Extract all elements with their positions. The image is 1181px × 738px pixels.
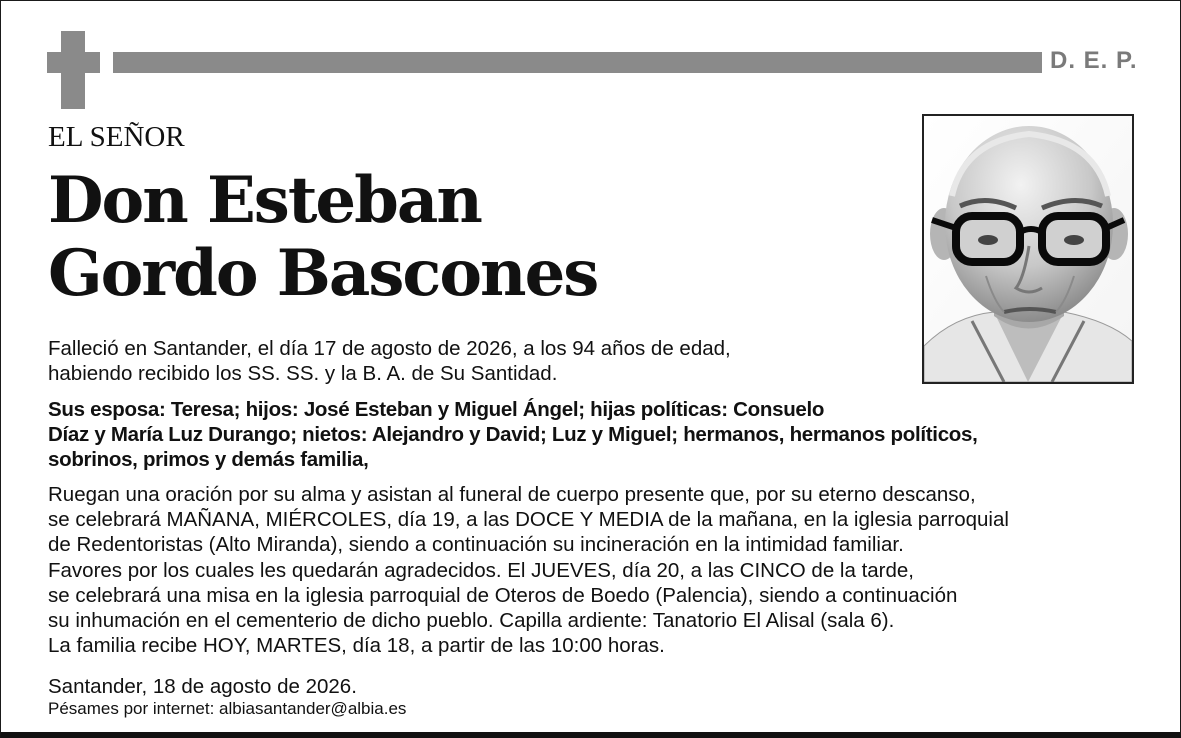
name-line-1: Don Esteban [48, 163, 481, 238]
text-line: habiendo recibido los SS. SS. y la B. A. de Su Santidad. [48, 362, 558, 386]
deceased-name [48, 164, 597, 310]
dep-label: D. E. P. [1050, 47, 1138, 74]
text-line: su inhumación en el cementerio de dicho pueblo. Capilla ardiente: Tanatorio El Alisal (sala 6). [48, 609, 895, 633]
portrait-photo [922, 114, 1134, 384]
text-line: Falleció en Santander, el día 17 de agosto de 2026, a los 94 años de edad, [48, 337, 731, 360]
text-line: Díaz y María Luz Durango; nietos: Alejandro y David; Luz y Miguel; hermanos, hermanos políticos, [48, 423, 978, 447]
portrait-image [924, 116, 1132, 382]
text-line: La familia recibe HOY, MARTES, día 18, a partir de las 10:00 horas. [48, 634, 665, 658]
cross-icon-arm [47, 52, 100, 73]
text-line: se celebrará MAÑANA, MIÉRCOLES, día 19, a las DOCE Y MEDIA de la mañana, en la iglesia parroquial [48, 508, 1009, 532]
text-line: de Redentoristas (Alto Miranda), siendo a continuación su incineración en la intimidad familiar. [48, 533, 904, 557]
text-line: Sus esposa: Teresa; hijos: José Esteban y Miguel Ángel; hijas políticas: Consuelo [48, 398, 825, 421]
name-line-2: Gordo Bascones [48, 236, 598, 311]
place-date: Santander, 18 de agosto de 2026. [48, 675, 357, 698]
family-list [48, 397, 978, 473]
death-notice [48, 336, 731, 386]
condolences-line: Pésames por internet: albiasantander@albia.es [48, 699, 407, 718]
funeral-request [48, 482, 1009, 658]
text-line: sobrinos, primos y demás familia, [48, 448, 369, 472]
text-line: Ruegan una oración por su alma y asistan al funeral de cuerpo presente que, por su eterno descanso, [48, 483, 976, 506]
honorific: EL SEÑOR [48, 121, 185, 153]
header-rule [113, 52, 1042, 73]
text-line: Favores por los cuales les quedarán agradecidos. El JUEVES, día 20, a las CINCO de la tarde, [48, 558, 915, 582]
text-line: se celebrará una misa en la iglesia parroquial de Oteros de Boedo (Palencia), siendo a continuación [48, 583, 958, 607]
